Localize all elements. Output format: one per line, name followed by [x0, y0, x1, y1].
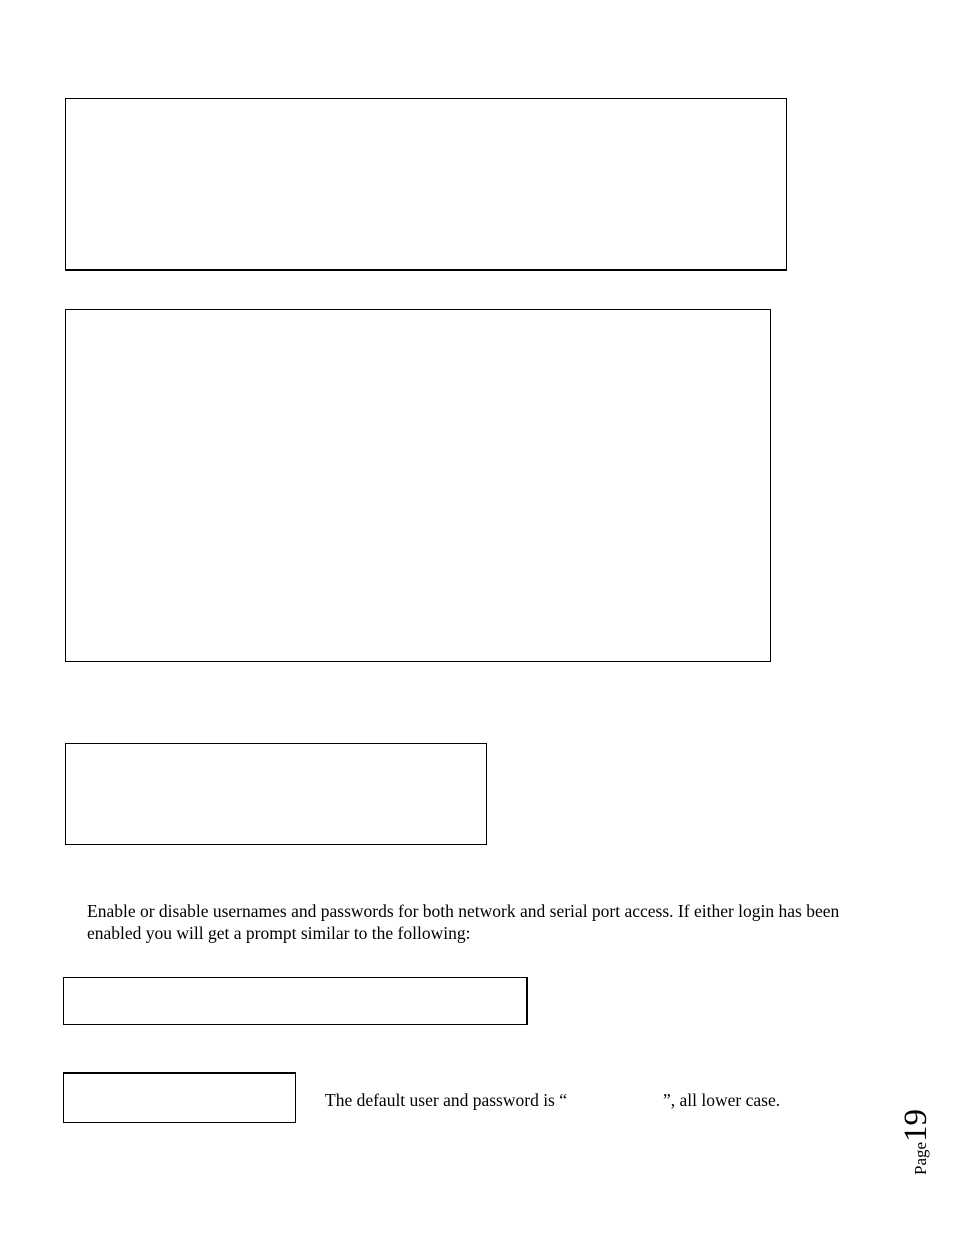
default-note-before: The default user and password is “ — [325, 1090, 568, 1110]
page-number-value: 19 — [898, 1108, 934, 1142]
login-prompt-frame — [63, 977, 528, 1025]
page-label: Page — [911, 1141, 930, 1175]
screenshot-frame-2 — [65, 309, 771, 662]
default-note-after: ”, all lower case. — [663, 1090, 781, 1110]
default-credentials-note — [325, 1089, 780, 1111]
page-number — [900, 1109, 933, 1175]
screenshot-frame-3 — [65, 743, 487, 845]
login-description: Enable or disable usernames and passwords for both network and serial port access. If either login has been enabled you will get a prompt similar to the following: — [87, 901, 840, 943]
screenshot-frame-1 — [65, 98, 787, 271]
credentials-frame — [63, 1072, 296, 1123]
